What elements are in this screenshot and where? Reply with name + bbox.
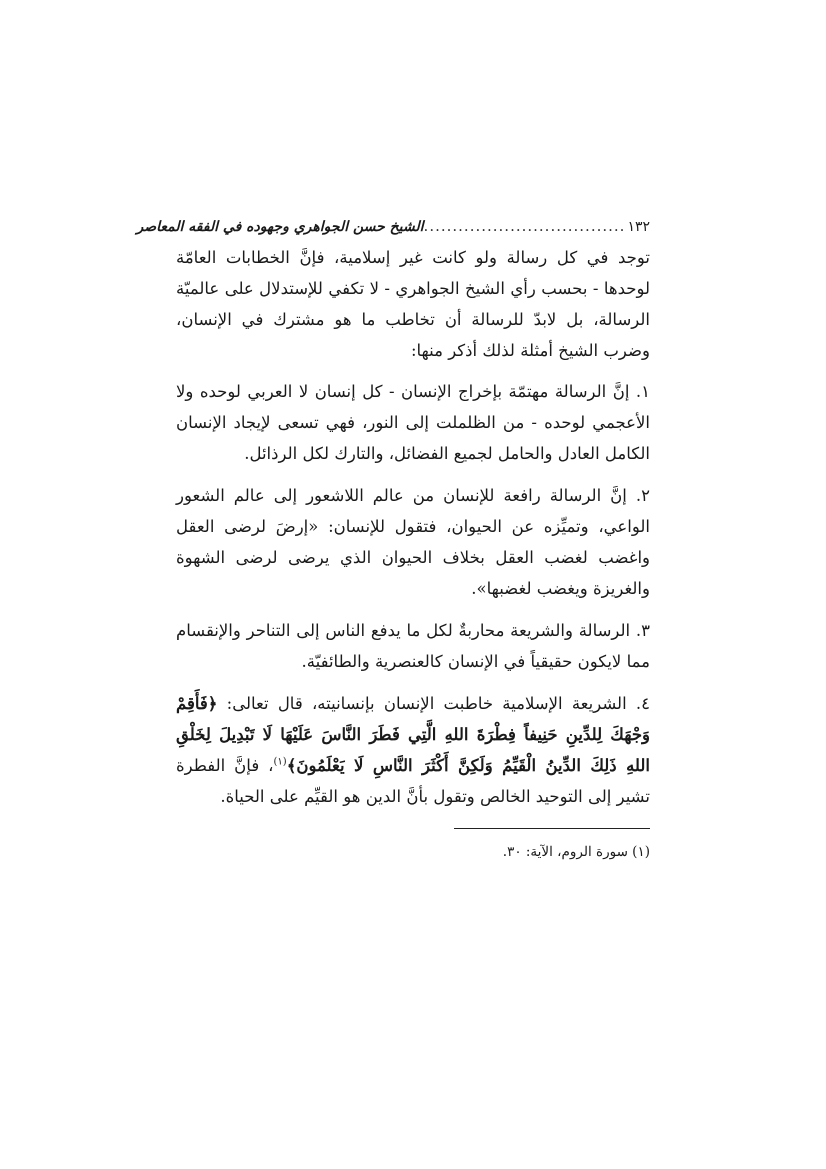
header-dot-leader: ................................... xyxy=(423,217,626,235)
point-4-tail: ، فإنَّ الفطرة تشير إلى التوحيد الخالص وتقول بأنَّ الدين هو القيِّم على الحياة. xyxy=(176,756,650,806)
main-text xyxy=(176,242,650,812)
footnote-reference: (١) xyxy=(273,756,287,768)
point-2: ٢. إنَّ الرسالة رافعة للإنسان من عالم اللاشعور إلى عالم الشعور الواعي، وتميِّزه عن الحيوان، فتقول للإنسان: «إرضَ لرضى العقل واغضب لغضب العقل بخلاف الحيوان الذي يرضى لرضى الشهوة والغريزة ويغضب لغضبها». xyxy=(176,486,650,598)
running-header xyxy=(136,214,650,242)
point-3: ٣. الرسالة والشريعة محاربةٌ لكل ما يدفع الناس إلى التناحر والإنقسام مما لايكون حقيقياً في الإنسان كالعنصرية والطائفيّة. xyxy=(176,621,650,671)
point-4 xyxy=(176,688,650,812)
point-4-lead: ٤. الشريعة الإسلامية خاطبت الإنسان بإنسانيته، قال تعالى: xyxy=(217,694,650,713)
page-number: ١٣٢ xyxy=(627,219,650,235)
running-title: الشيخ حسن الجواهري وجهوده في الفقه المعاصر xyxy=(136,219,424,235)
book-page xyxy=(136,214,650,863)
intro-paragraph: توجد في كل رسالة ولو كانت غير إسلامية، فإنَّ الخطابات العامّة لوحدها - بحسب رأي الشيخ الجواهري - لا تكفي للإستدلال على عالميّة الرسالة، بل لابدّ للرسالة أن تخاطب ما هو مشترك في الإنسان، وضرب الشيخ أمثلة لذلك أذكر منها: xyxy=(176,248,650,360)
footnote: (١) سورة الروم، الآية: ٣٠. xyxy=(502,844,650,860)
footnote-divider xyxy=(454,828,650,829)
quran-verse: ﴿فَأَقِمْ وَجْهَكَ لِلدِّينِ حَنِيفاً فِطْرَةَ اللهِ الَّتِي فَطَرَ النَّاسَ عَلَيْهَا لَا تَبْدِيلَ لِخَلْقِ اللهِ ذَلِكَ الدِّينُ الْقَيِّمُ وَلَكِنَّ أَكْثَرَ النَّاسِ لَا يَعْلَمُونَ﴾ xyxy=(176,694,650,775)
point-1: ١. إنَّ الرسالة مهتمّة بإخراج الإنسان - كل إنسان لا العربي لوحده ولا الأعجمي لوحده - من الظلملت إلى النور، فهي تسعى لإيجاد الإنسان الكامل العادل والحامل لجميع الفضائل، والتارك لكل الرذائل. xyxy=(176,382,650,463)
